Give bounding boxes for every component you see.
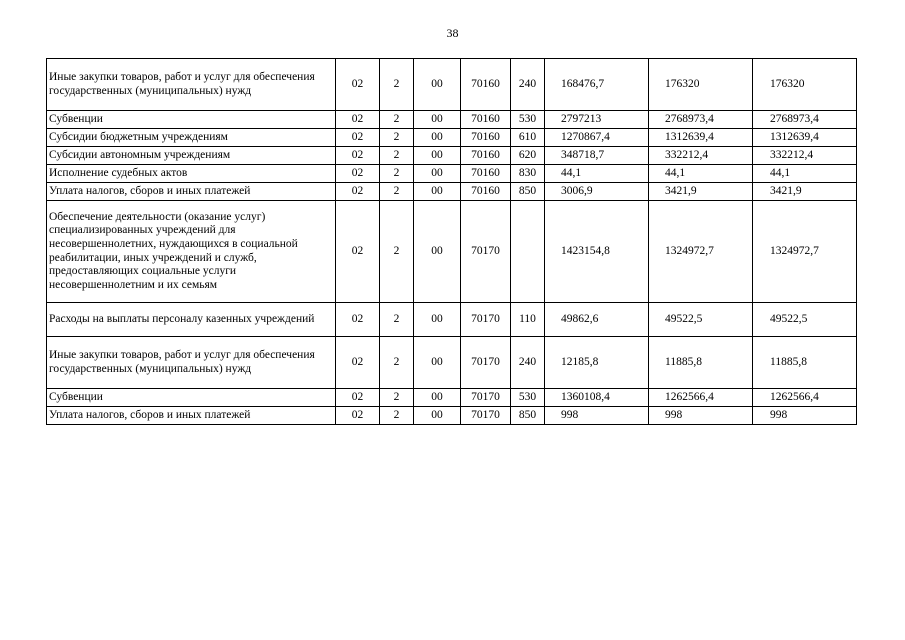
row-expense-type-code: 110 xyxy=(511,303,545,337)
row-direction-code: 70160 xyxy=(461,59,511,111)
row-direction-code: 70170 xyxy=(461,201,511,303)
row-expense-type-code: 620 xyxy=(511,147,545,165)
row-amount-1: 3006,9 xyxy=(545,183,649,201)
row-subprogram-code: 00 xyxy=(414,407,461,425)
row-amount-3: 1312639,4 xyxy=(753,129,857,147)
row-name: Обеспечение деятельности (оказание услуг) специализированных учреждений для несовершеннолетних, нуждающихся в социальной реабилитации, иных учреждений и служб, предоставляющих социальные услуги несовершеннолетним и их семьям xyxy=(47,201,336,303)
row-program-code: 2 xyxy=(380,111,414,129)
row-amount-2: 44,1 xyxy=(649,165,753,183)
row-section-code: 02 xyxy=(336,303,380,337)
row-amount-2: 2768973,4 xyxy=(649,111,753,129)
row-name: Субсидии автономным учреждениям xyxy=(47,147,336,165)
row-amount-3: 332212,4 xyxy=(753,147,857,165)
row-amount-3: 1324972,7 xyxy=(753,201,857,303)
row-expense-type-code: 850 xyxy=(511,183,545,201)
row-program-code: 2 xyxy=(380,129,414,147)
row-amount-3: 49522,5 xyxy=(753,303,857,337)
row-expense-type-code xyxy=(511,201,545,303)
row-subprogram-code: 00 xyxy=(414,303,461,337)
row-direction-code: 70160 xyxy=(461,165,511,183)
table-row xyxy=(47,147,857,165)
row-amount-1: 49862,6 xyxy=(545,303,649,337)
row-amount-1: 1270867,4 xyxy=(545,129,649,147)
table-row xyxy=(47,389,857,407)
row-name: Субсидии бюджетным учреждениям xyxy=(47,129,336,147)
row-subprogram-code: 00 xyxy=(414,165,461,183)
row-section-code: 02 xyxy=(336,111,380,129)
table-row xyxy=(47,337,857,389)
row-section-code: 02 xyxy=(336,59,380,111)
row-amount-2: 1324972,7 xyxy=(649,201,753,303)
row-subprogram-code: 00 xyxy=(414,111,461,129)
row-amount-2: 1312639,4 xyxy=(649,129,753,147)
row-direction-code: 70160 xyxy=(461,183,511,201)
row-section-code: 02 xyxy=(336,201,380,303)
row-amount-1: 998 xyxy=(545,407,649,425)
row-section-code: 02 xyxy=(336,337,380,389)
row-section-code: 02 xyxy=(336,183,380,201)
row-program-code: 2 xyxy=(380,337,414,389)
row-direction-code: 70160 xyxy=(461,147,511,165)
row-direction-code: 70160 xyxy=(461,111,511,129)
row-subprogram-code: 00 xyxy=(414,389,461,407)
table-body xyxy=(47,59,857,425)
row-program-code: 2 xyxy=(380,59,414,111)
row-name: Уплата налогов, сборов и иных платежей xyxy=(47,407,336,425)
row-amount-1: 168476,7 xyxy=(545,59,649,111)
budget-table xyxy=(46,58,857,425)
row-amount-3: 998 xyxy=(753,407,857,425)
page-number: 38 xyxy=(446,26,459,40)
row-direction-code: 70170 xyxy=(461,407,511,425)
row-name: Иные закупки товаров, работ и услуг для обеспечения государственных (муниципальных) нужд xyxy=(47,59,336,111)
row-amount-1: 12185,8 xyxy=(545,337,649,389)
row-amount-3: 2768973,4 xyxy=(753,111,857,129)
row-subprogram-code: 00 xyxy=(414,147,461,165)
row-amount-2: 176320 xyxy=(649,59,753,111)
row-subprogram-code: 00 xyxy=(414,183,461,201)
row-expense-type-code: 240 xyxy=(511,337,545,389)
table-row xyxy=(47,59,857,111)
row-expense-type-code: 610 xyxy=(511,129,545,147)
table-row xyxy=(47,303,857,337)
row-section-code: 02 xyxy=(336,129,380,147)
row-subprogram-code: 00 xyxy=(414,129,461,147)
table-row xyxy=(47,111,857,129)
table-row xyxy=(47,129,857,147)
row-name: Расходы на выплаты персоналу казенных учреждений xyxy=(47,303,336,337)
row-program-code: 2 xyxy=(380,303,414,337)
row-program-code: 2 xyxy=(380,165,414,183)
row-name: Субвенции xyxy=(47,111,336,129)
row-subprogram-code: 00 xyxy=(414,337,461,389)
row-amount-2: 332212,4 xyxy=(649,147,753,165)
row-program-code: 2 xyxy=(380,183,414,201)
row-amount-3: 1262566,4 xyxy=(753,389,857,407)
row-subprogram-code: 00 xyxy=(414,59,461,111)
row-amount-1: 1423154,8 xyxy=(545,201,649,303)
row-direction-code: 70170 xyxy=(461,389,511,407)
row-name: Субвенции xyxy=(47,389,336,407)
row-direction-code: 70160 xyxy=(461,129,511,147)
row-amount-2: 998 xyxy=(649,407,753,425)
row-expense-type-code: 240 xyxy=(511,59,545,111)
row-amount-2: 1262566,4 xyxy=(649,389,753,407)
row-expense-type-code: 830 xyxy=(511,165,545,183)
table-row xyxy=(47,165,857,183)
row-section-code: 02 xyxy=(336,147,380,165)
row-section-code: 02 xyxy=(336,389,380,407)
row-program-code: 2 xyxy=(380,201,414,303)
row-name: Уплата налогов, сборов и иных платежей xyxy=(47,183,336,201)
row-amount-3: 44,1 xyxy=(753,165,857,183)
row-subprogram-code: 00 xyxy=(414,201,461,303)
row-expense-type-code: 530 xyxy=(511,111,545,129)
row-amount-2: 49522,5 xyxy=(649,303,753,337)
table-row xyxy=(47,407,857,425)
table-row xyxy=(47,183,857,201)
row-direction-code: 70170 xyxy=(461,337,511,389)
row-amount-1: 44,1 xyxy=(545,165,649,183)
row-amount-2: 3421,9 xyxy=(649,183,753,201)
row-amount-2: 11885,8 xyxy=(649,337,753,389)
row-amount-1: 348718,7 xyxy=(545,147,649,165)
row-expense-type-code: 530 xyxy=(511,389,545,407)
row-amount-1: 1360108,4 xyxy=(545,389,649,407)
row-section-code: 02 xyxy=(336,407,380,425)
row-program-code: 2 xyxy=(380,407,414,425)
table-row xyxy=(47,201,857,303)
row-amount-3: 176320 xyxy=(753,59,857,111)
row-direction-code: 70170 xyxy=(461,303,511,337)
row-amount-3: 3421,9 xyxy=(753,183,857,201)
row-program-code: 2 xyxy=(380,147,414,165)
row-expense-type-code: 850 xyxy=(511,407,545,425)
row-program-code: 2 xyxy=(380,389,414,407)
row-name: Иные закупки товаров, работ и услуг для обеспечения государственных (муниципальных) нужд xyxy=(47,337,336,389)
row-amount-3: 11885,8 xyxy=(753,337,857,389)
row-section-code: 02 xyxy=(336,165,380,183)
row-amount-1: 2797213 xyxy=(545,111,649,129)
row-name: Исполнение судебных актов xyxy=(47,165,336,183)
